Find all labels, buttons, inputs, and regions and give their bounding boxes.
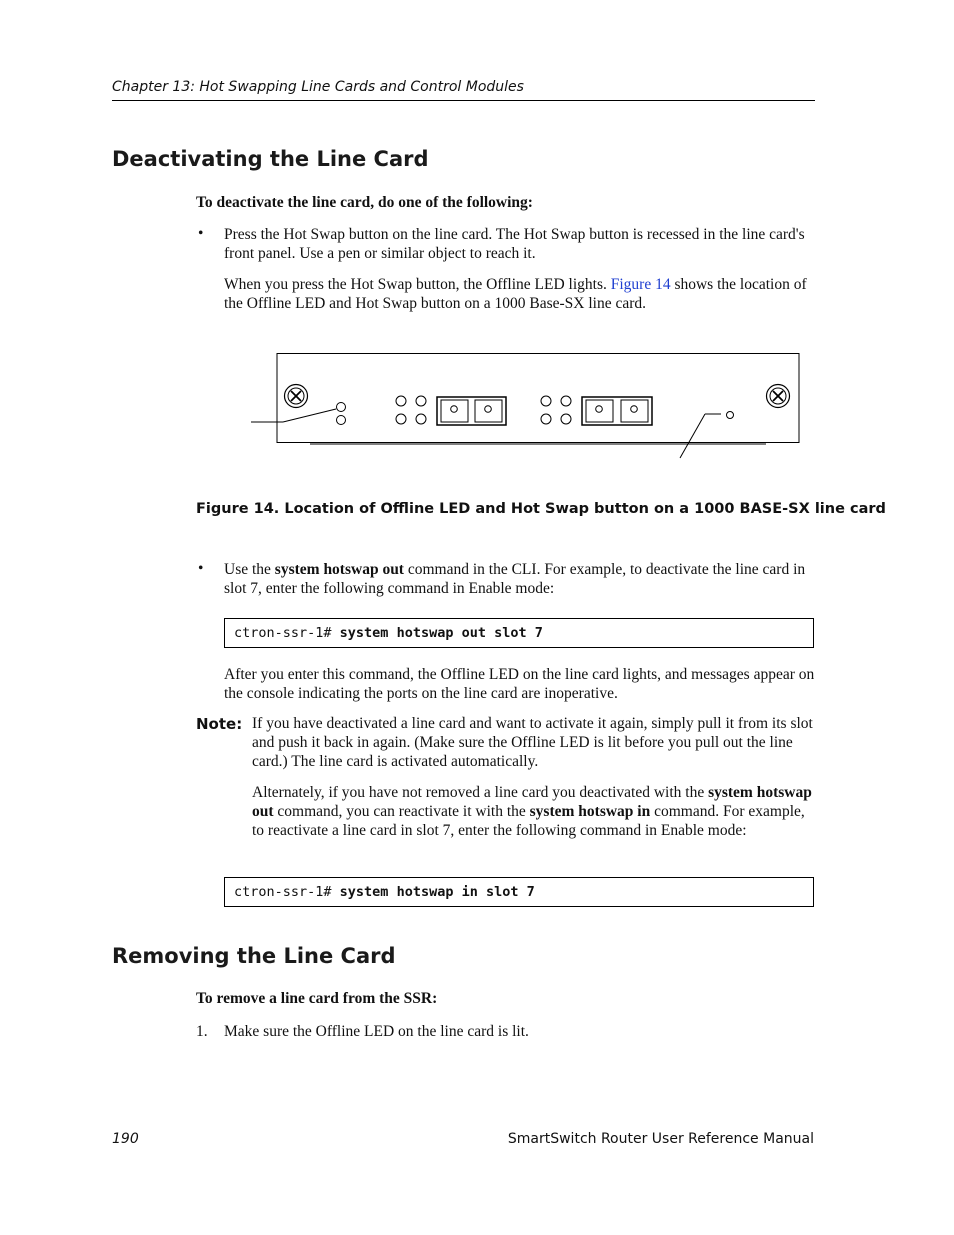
- paragraph-text: When you press the Hot Swap button, the Offline LED lights.: [224, 276, 611, 293]
- running-header: Chapter 13: Hot Swapping Line Cards and Control Modules: [112, 79, 524, 95]
- paragraph-text: shows the location of the Offline LED and Hot Swap button on a 1000 Base-SX line card.: [224, 276, 807, 312]
- cli-prompt: ctron-ssr-1#: [234, 625, 340, 641]
- screw-right-icon: [767, 385, 790, 408]
- section-heading-removing: Removing the Line Card: [112, 944, 396, 968]
- bullet-marker: •: [198, 225, 204, 242]
- code-block-hotswap-out: [224, 618, 814, 648]
- callout-line-left: [283, 409, 336, 422]
- section-heading-deactivating: Deactivating the Line Card: [112, 147, 429, 171]
- bullet-marker: •: [198, 560, 204, 577]
- code-block-hotswap-in: [224, 877, 814, 907]
- cli-command: system hotswap in slot 7: [339, 884, 535, 900]
- bullet1-text: Press the Hot Swap button on the line card. The Hot Swap button is recessed in the line card's front panel. Use a pen or similar object to reach it.: [224, 226, 805, 262]
- callout-line-right: [680, 414, 705, 458]
- command-name: system hotswap out: [274, 561, 404, 578]
- command-name: system hotswap in: [529, 803, 651, 820]
- right-indicator-led: [727, 412, 734, 419]
- port1-leds: [396, 396, 426, 424]
- card-panel-outline: [277, 354, 799, 443]
- port1-connector: [437, 397, 506, 425]
- paragraph-text: command in the CLI. For example, to deactivate the line card in slot 7, enter the following command in Enable mode:: [224, 561, 806, 597]
- paragraph-text: command. For example, to reactivate a line card in slot 7, enter the following command in Enable mode:: [252, 803, 805, 839]
- bullet2-text: [224, 560, 816, 598]
- port2-leds: [541, 396, 571, 424]
- note-paragraph1: If you have deactivated a line card and want to activate it again, simply pull it from its slot and push it back in again. (Make sure the Offline LED is lit before you pull out the line card.) The line card is activated automatically.: [252, 715, 813, 770]
- paragraph-text: command, you can reactivate it with the: [273, 803, 530, 820]
- figure-caption: Figure 14. Location of Offline LED and Hot Swap button on a 1000 BASE-SX line card: [196, 501, 886, 517]
- command-name: system hotswap out: [252, 784, 812, 820]
- figure-14-link[interactable]: Figure 14: [610, 276, 671, 293]
- procedure-lead: To remove a line card from the SSR:: [196, 990, 438, 1007]
- note-paragraph2: [252, 783, 816, 840]
- page-number: 190: [112, 1131, 139, 1147]
- hot-swap-button: [337, 416, 346, 425]
- offline-led: [337, 403, 346, 412]
- step-number: 1.: [196, 1023, 208, 1040]
- bullet1-paragraph2: [224, 275, 816, 313]
- step1-text: Make sure the Offline LED on the line card is lit.: [224, 1023, 529, 1040]
- line-card-diagram: [248, 350, 808, 462]
- after-command-text: After you enter this command, the Offline LED on the line card lights, and messages appear on the console indicating the ports on the line card are inoperative.: [224, 666, 815, 702]
- port2-connector: [582, 397, 652, 425]
- footer-manual-title: SmartSwitch Router User Reference Manual: [507, 1131, 814, 1147]
- header-rule: [112, 100, 815, 101]
- note-label: Note:: [196, 715, 243, 733]
- paragraph-text: Alternately, if you have not removed a line card you deactivated with the: [252, 784, 709, 801]
- paragraph-text: Use the: [224, 561, 275, 578]
- screw-left-icon: [285, 385, 308, 408]
- procedure-lead: To deactivate the line card, do one of the following:: [196, 194, 533, 211]
- cli-prompt: ctron-ssr-1#: [234, 884, 340, 900]
- cli-command: system hotswap out slot 7: [339, 625, 543, 641]
